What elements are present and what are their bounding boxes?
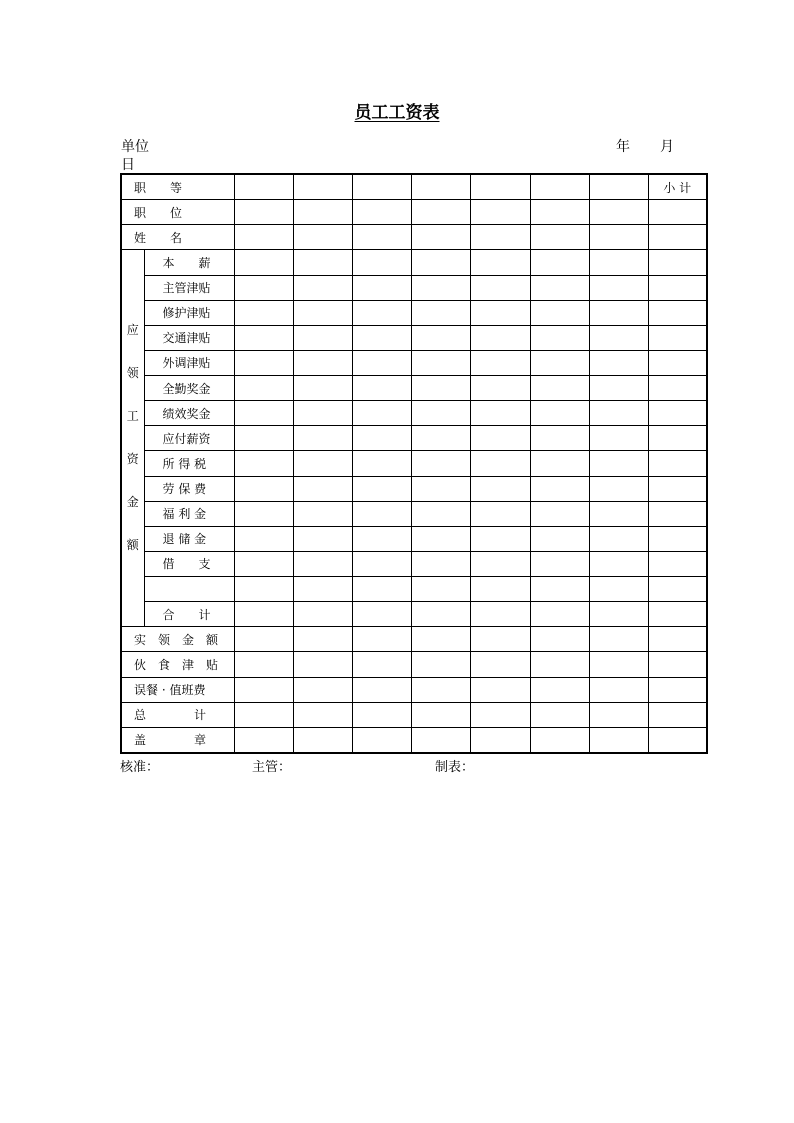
value-cell[interactable] [352,401,411,426]
value-cell[interactable] [411,350,470,375]
table-row [121,250,707,275]
value-cell[interactable] [352,225,411,250]
table-row [121,451,707,476]
value-cell[interactable] [530,677,589,702]
row-label: 实 领 金 额 [121,627,234,652]
value-cell[interactable] [411,677,470,702]
value-cell[interactable] [530,376,589,401]
value-cell[interactable] [648,350,707,375]
value-cell[interactable] [411,225,470,250]
table-row [121,702,707,727]
value-cell[interactable] [352,250,411,275]
table-row [121,476,707,501]
value-cell[interactable] [293,627,352,652]
value-cell[interactable] [234,627,293,652]
value-cell[interactable] [352,501,411,526]
value-cell[interactable] [234,401,293,426]
value-cell[interactable] [411,275,470,300]
group-label-char: 资 [126,452,139,467]
value-cell[interactable] [530,702,589,727]
item-label: 合 计 [144,602,234,627]
value-cell[interactable] [293,451,352,476]
value-cell[interactable] [293,225,352,250]
value-cell[interactable] [470,325,530,350]
value-cell[interactable] [589,275,648,300]
value-cell[interactable] [411,476,470,501]
item-label: 修护津贴 [144,300,234,325]
value-cell[interactable] [648,727,707,753]
table-row [121,677,707,702]
value-cell[interactable] [411,627,470,652]
value-cell[interactable] [648,250,707,275]
row-label: 职 等 [121,174,234,200]
item-label: 借 支 [144,551,234,576]
value-cell[interactable] [530,476,589,501]
value-cell[interactable] [470,702,530,727]
value-cell[interactable] [648,526,707,551]
value-cell[interactable] [234,501,293,526]
value-cell[interactable] [589,627,648,652]
item-label: 本 薪 [144,250,234,275]
value-cell[interactable] [589,325,648,350]
group-label-char: 工 [126,409,139,424]
group-label [121,250,144,627]
item-label: 退 储 金 [144,526,234,551]
value-cell[interactable] [648,300,707,325]
value-cell[interactable] [411,702,470,727]
value-cell[interactable] [470,376,530,401]
value-cell[interactable] [411,174,470,200]
value-cell[interactable] [648,225,707,250]
value-cell[interactable] [352,275,411,300]
value-cell[interactable] [589,426,648,451]
value-cell[interactable] [470,577,530,602]
value-cell[interactable] [293,577,352,602]
value-cell[interactable] [648,627,707,652]
value-cell[interactable] [648,325,707,350]
value-cell[interactable] [293,250,352,275]
value-cell[interactable] [648,376,707,401]
value-cell[interactable] [293,350,352,375]
value-cell[interactable] [352,376,411,401]
value-cell[interactable] [648,702,707,727]
value-cell[interactable] [589,577,648,602]
value-cell[interactable] [589,376,648,401]
prepared-by-label: 制表： [435,760,475,775]
value-cell[interactable] [589,652,648,677]
value-cell[interactable] [470,300,530,325]
value-cell[interactable] [648,501,707,526]
table-row [121,526,707,551]
item-label: 绩效奖金 [144,401,234,426]
value-cell[interactable] [589,476,648,501]
value-cell[interactable] [411,551,470,576]
value-cell[interactable] [293,727,352,753]
value-cell[interactable] [530,300,589,325]
table-row [121,652,707,677]
value-cell[interactable] [470,677,530,702]
value-cell[interactable] [589,526,648,551]
value-cell[interactable] [293,652,352,677]
value-cell[interactable] [234,652,293,677]
value-cell[interactable] [411,426,470,451]
table-row [121,376,707,401]
table-row [121,426,707,451]
value-cell[interactable] [293,376,352,401]
value-cell[interactable] [234,200,293,225]
value-cell[interactable] [411,376,470,401]
value-cell[interactable] [589,501,648,526]
value-cell[interactable] [648,451,707,476]
value-cell[interactable] [589,401,648,426]
value-cell[interactable] [411,300,470,325]
value-cell[interactable] [648,401,707,426]
value-cell[interactable] [234,325,293,350]
table-row [121,551,707,576]
value-cell[interactable] [293,300,352,325]
value-cell[interactable] [352,677,411,702]
value-cell[interactable] [530,200,589,225]
group-label-char: 额 [126,538,139,553]
payroll-table [120,173,708,754]
value-cell[interactable] [470,727,530,753]
value-cell[interactable] [530,426,589,451]
table-row [121,300,707,325]
value-cell[interactable] [293,551,352,576]
value-cell[interactable] [234,602,293,627]
value-cell[interactable] [293,526,352,551]
value-cell[interactable] [293,602,352,627]
table-row [121,602,707,627]
value-cell[interactable] [234,577,293,602]
value-cell[interactable] [411,451,470,476]
value-cell[interactable] [234,426,293,451]
value-cell[interactable] [648,602,707,627]
value-cell[interactable] [470,476,530,501]
subtotal-header: 小 计 [648,174,707,200]
value-cell[interactable] [293,325,352,350]
value-cell[interactable] [352,174,411,200]
value-cell[interactable] [589,602,648,627]
value-cell[interactable] [234,526,293,551]
value-cell[interactable] [352,200,411,225]
value-cell[interactable] [470,652,530,677]
item-label: 交通津贴 [144,325,234,350]
value-cell[interactable] [352,602,411,627]
value-cell[interactable] [530,174,589,200]
value-cell[interactable] [470,174,530,200]
value-cell[interactable] [411,401,470,426]
value-cell[interactable] [470,526,530,551]
value-cell[interactable] [234,451,293,476]
value-cell[interactable] [530,325,589,350]
value-cell[interactable] [530,451,589,476]
table-row [121,200,707,225]
value-cell[interactable] [234,677,293,702]
table-row [121,350,707,375]
value-cell[interactable] [293,677,352,702]
value-cell[interactable] [234,476,293,501]
value-cell[interactable] [589,200,648,225]
value-cell[interactable] [589,250,648,275]
value-cell[interactable] [411,325,470,350]
value-cell[interactable] [470,551,530,576]
value-cell[interactable] [589,225,648,250]
value-cell[interactable] [411,577,470,602]
value-cell[interactable] [352,426,411,451]
value-cell[interactable] [352,702,411,727]
value-cell[interactable] [530,225,589,250]
value-cell[interactable] [530,501,589,526]
value-cell[interactable] [530,551,589,576]
day-label: 日 [121,157,135,173]
value-cell[interactable] [352,627,411,652]
value-cell[interactable] [589,300,648,325]
group-label-char: 应 [126,323,139,338]
month-label: 月 [660,139,674,155]
value-cell[interactable] [293,401,352,426]
value-cell[interactable] [648,652,707,677]
value-cell[interactable] [352,300,411,325]
value-cell[interactable] [589,174,648,200]
value-cell[interactable] [530,727,589,753]
item-label: 外调津贴 [144,350,234,375]
group-label-char: 领 [126,366,139,381]
value-cell[interactable] [411,526,470,551]
value-cell[interactable] [530,250,589,275]
table-row [121,401,707,426]
item-label: 所 得 税 [144,451,234,476]
item-label [144,577,234,602]
value-cell[interactable] [530,602,589,627]
value-cell[interactable] [234,702,293,727]
value-cell[interactable] [234,350,293,375]
value-cell[interactable] [352,350,411,375]
table-row [121,325,707,350]
value-cell[interactable] [470,451,530,476]
item-label: 劳 保 费 [144,476,234,501]
table-row [121,727,707,753]
table-row [121,275,707,300]
table-row [121,577,707,602]
row-label: 总 计 [121,702,234,727]
supervisor-label: 主管： [252,760,292,775]
table-row [121,174,707,200]
value-cell[interactable] [470,225,530,250]
group-label-char: 金 [126,495,139,510]
value-cell[interactable] [352,325,411,350]
value-cell[interactable] [470,350,530,375]
value-cell[interactable] [234,225,293,250]
value-cell[interactable] [293,275,352,300]
value-cell[interactable] [530,526,589,551]
value-cell[interactable] [293,426,352,451]
value-cell[interactable] [648,426,707,451]
value-cell[interactable] [530,401,589,426]
unit-label: 单位 [121,139,149,155]
approve-label: 核准： [120,760,160,775]
value-cell[interactable] [648,476,707,501]
item-label: 应付薪资 [144,426,234,451]
row-label: 盖 章 [121,727,234,753]
value-cell[interactable] [234,300,293,325]
item-label: 主管津贴 [144,275,234,300]
value-cell[interactable] [411,602,470,627]
row-label: 伙 食 津 贴 [121,652,234,677]
value-cell[interactable] [293,702,352,727]
value-cell[interactable] [530,652,589,677]
value-cell[interactable] [589,727,648,753]
value-cell[interactable] [234,174,293,200]
value-cell[interactable] [470,401,530,426]
value-cell[interactable] [589,451,648,476]
row-label: 误餐 · 值班费 [121,677,234,702]
value-cell[interactable] [648,275,707,300]
value-cell[interactable] [234,250,293,275]
table-row [121,627,707,652]
value-cell[interactable] [530,275,589,300]
value-cell[interactable] [589,677,648,702]
value-cell[interactable] [530,627,589,652]
value-cell[interactable] [411,250,470,275]
value-cell[interactable] [648,200,707,225]
value-cell[interactable] [352,551,411,576]
value-cell[interactable] [293,501,352,526]
value-cell[interactable] [352,526,411,551]
value-cell[interactable] [470,200,530,225]
value-cell[interactable] [411,200,470,225]
value-cell[interactable] [470,275,530,300]
page-title: 员工工资表 [354,103,440,123]
value-cell[interactable] [530,577,589,602]
value-cell[interactable] [352,652,411,677]
item-label: 全勤奖金 [144,376,234,401]
value-cell[interactable] [234,275,293,300]
value-cell[interactable] [293,200,352,225]
table-row [121,501,707,526]
item-label: 福 利 金 [144,501,234,526]
value-cell[interactable] [234,376,293,401]
value-cell[interactable] [648,677,707,702]
value-cell[interactable] [293,476,352,501]
table-row [121,225,707,250]
value-cell[interactable] [293,174,352,200]
value-cell[interactable] [470,602,530,627]
value-cell[interactable] [352,727,411,753]
value-cell[interactable] [411,652,470,677]
value-cell[interactable] [589,702,648,727]
value-cell[interactable] [589,551,648,576]
value-cell[interactable] [234,551,293,576]
value-cell[interactable] [530,350,589,375]
value-cell[interactable] [470,250,530,275]
value-cell[interactable] [470,627,530,652]
value-cell[interactable] [648,551,707,576]
value-cell[interactable] [648,577,707,602]
value-cell[interactable] [352,476,411,501]
value-cell[interactable] [470,426,530,451]
value-cell[interactable] [470,501,530,526]
row-label: 姓 名 [121,225,234,250]
value-cell[interactable] [589,350,648,375]
row-label: 职 位 [121,200,234,225]
value-cell[interactable] [234,727,293,753]
value-cell[interactable] [352,451,411,476]
year-label: 年 [616,139,630,155]
value-cell[interactable] [411,727,470,753]
value-cell[interactable] [411,501,470,526]
value-cell[interactable] [352,577,411,602]
